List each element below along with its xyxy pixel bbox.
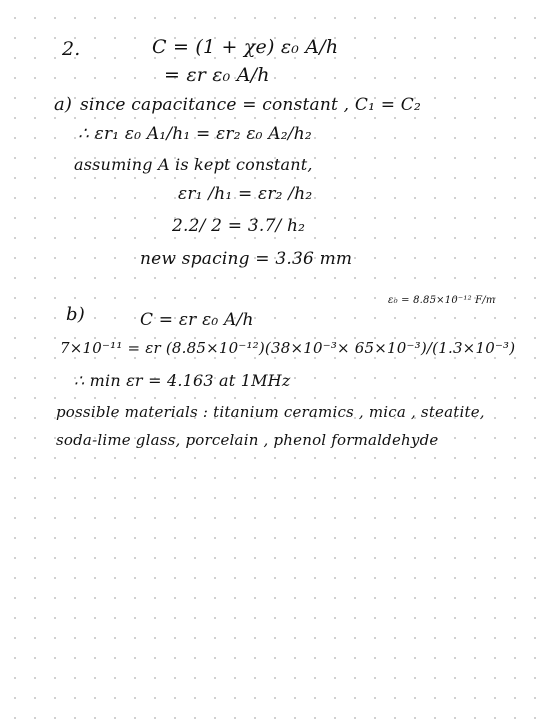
part-a-result-line: new spacing = 3.36 mm [140,249,353,269]
capacitance-formula: C = (1 + χe) ε₀ A/h [152,36,339,58]
part-b-materials-line-1: possible materials : titanium ceramics , mica , steatite, [56,403,485,421]
part-b-min-line: ∴ min εr = 4.163 at 1MHz [74,371,291,390]
part-a-since-line: since capacitance = constant , C₁ = C₂ [80,95,421,115]
problem-number: 2. [62,38,81,60]
part-a-ratio-line: εr₁ /h₁ = εr₂ /h₂ [178,184,313,204]
capacitance-simplified: = εr ε₀ A/h [164,64,270,86]
part-b-materials-line-2: soda-lime glass, porcelain , phenol formaldehyde [56,431,439,449]
part-a-assuming-line: assuming A is kept constant, [74,155,313,174]
part-a-label: a) [54,94,73,115]
part-b-label: b) [66,304,85,325]
epsilon-zero-note: ε₀ = 8.85×10⁻¹² F/m [388,295,496,306]
part-a-therefore-line: ∴ εr₁ ε₀ A₁/h₁ = εr₂ ε₀ A₂/h₂ [78,124,312,144]
part-b-substitution-line: 7×10⁻¹¹ = εr (8.85×10⁻¹²)(38×10⁻³× 65×10⁻³)/(1.3×10⁻³) [60,339,516,357]
part-a-values-line: 2.2/ 2 = 3.7/ h₂ [172,216,306,236]
part-b-formula-line: C = εr ε₀ A/h [140,310,254,330]
